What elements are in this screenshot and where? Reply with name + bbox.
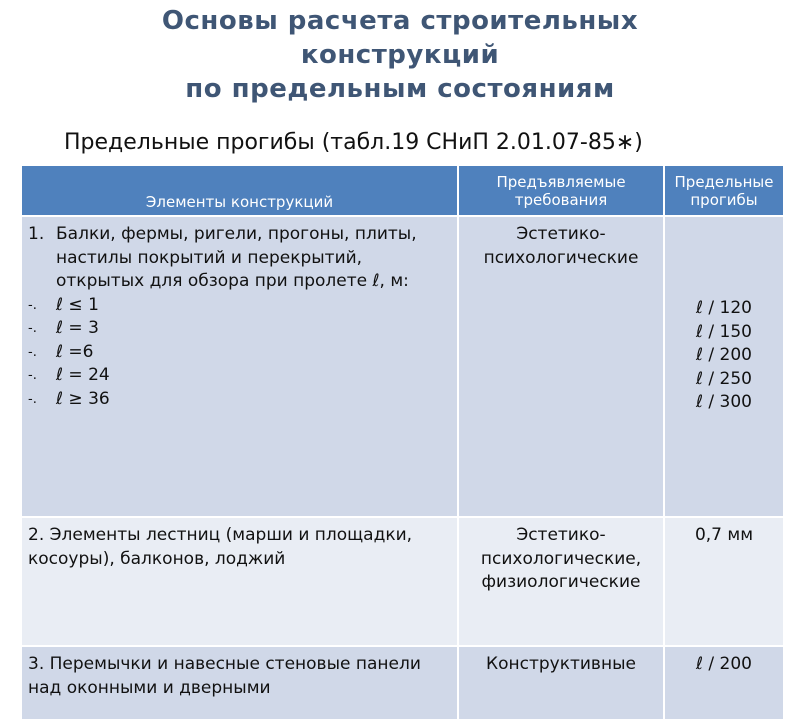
row2-description: 2. Элементы лестниц (марши и площадки, косоуры), балконов, лоджий xyxy=(21,517,458,646)
row1-requirement: Эстетико-психологические xyxy=(458,216,664,517)
limit-value: ℓ / 150 xyxy=(695,321,752,342)
span-value: ℓ ≤ 1 xyxy=(56,294,99,315)
table-header-row xyxy=(21,165,784,216)
span-item xyxy=(28,317,451,341)
row3-limit: ℓ / 200 xyxy=(664,646,784,720)
limit-value: ℓ / 300 xyxy=(695,392,752,412)
table-row xyxy=(21,216,784,517)
span-value: ℓ ≥ 36 xyxy=(56,388,110,409)
table-row xyxy=(21,646,784,720)
row1-limits-cell xyxy=(664,216,784,517)
bullet-mark: -. xyxy=(28,344,37,360)
title-line-1: Основы расчета строительных xyxy=(161,6,639,36)
limit-value: ℓ / 250 xyxy=(695,368,752,389)
row1-description: Балки, фермы, ригели, прогоны, плиты, настилы покрытий и перекрытий, открытых для обзора при пролете ℓ, м: xyxy=(56,224,417,291)
title-line-3: по предельным состояниям xyxy=(185,74,615,104)
span-item xyxy=(28,388,451,412)
title-line-2: конструкций xyxy=(300,40,500,70)
row2-requirement: Эстетико-психологические, физиологические xyxy=(458,517,664,646)
row1-elements-cell xyxy=(21,216,458,517)
span-item xyxy=(28,341,451,365)
bullet-mark: -. xyxy=(28,297,37,313)
header-requirements: Предъявляемые требования xyxy=(458,165,664,216)
row3-requirement: Конструктивные xyxy=(458,646,664,720)
header-deflections: Предельные прогибы xyxy=(664,165,784,216)
row3-description: 3. Перемычки и навесные стеновые панели над оконными и дверными xyxy=(21,646,458,720)
table-row xyxy=(21,517,784,646)
table-caption: Предельные прогибы (табл.19 СНиП 2.01.07-85∗) xyxy=(64,130,643,155)
limit-value: ℓ / 200 xyxy=(695,345,752,365)
limit-value: ℓ / 120 xyxy=(695,298,752,318)
header-elements: Элементы конструкций xyxy=(21,165,458,216)
bullet-mark: -. xyxy=(28,321,37,336)
span-value: ℓ =6 xyxy=(56,341,94,362)
bullet-mark: -. xyxy=(28,368,37,383)
row1-number: 1. xyxy=(28,224,45,244)
slide-title xyxy=(0,4,800,106)
span-value: ℓ = 24 xyxy=(56,365,110,385)
deflection-limits-table xyxy=(20,164,785,721)
span-value: ℓ = 3 xyxy=(56,318,99,338)
span-item xyxy=(28,364,451,388)
row2-limit: 0,7 мм xyxy=(664,517,784,646)
bullet-mark: -. xyxy=(28,391,37,407)
span-item xyxy=(28,294,451,318)
